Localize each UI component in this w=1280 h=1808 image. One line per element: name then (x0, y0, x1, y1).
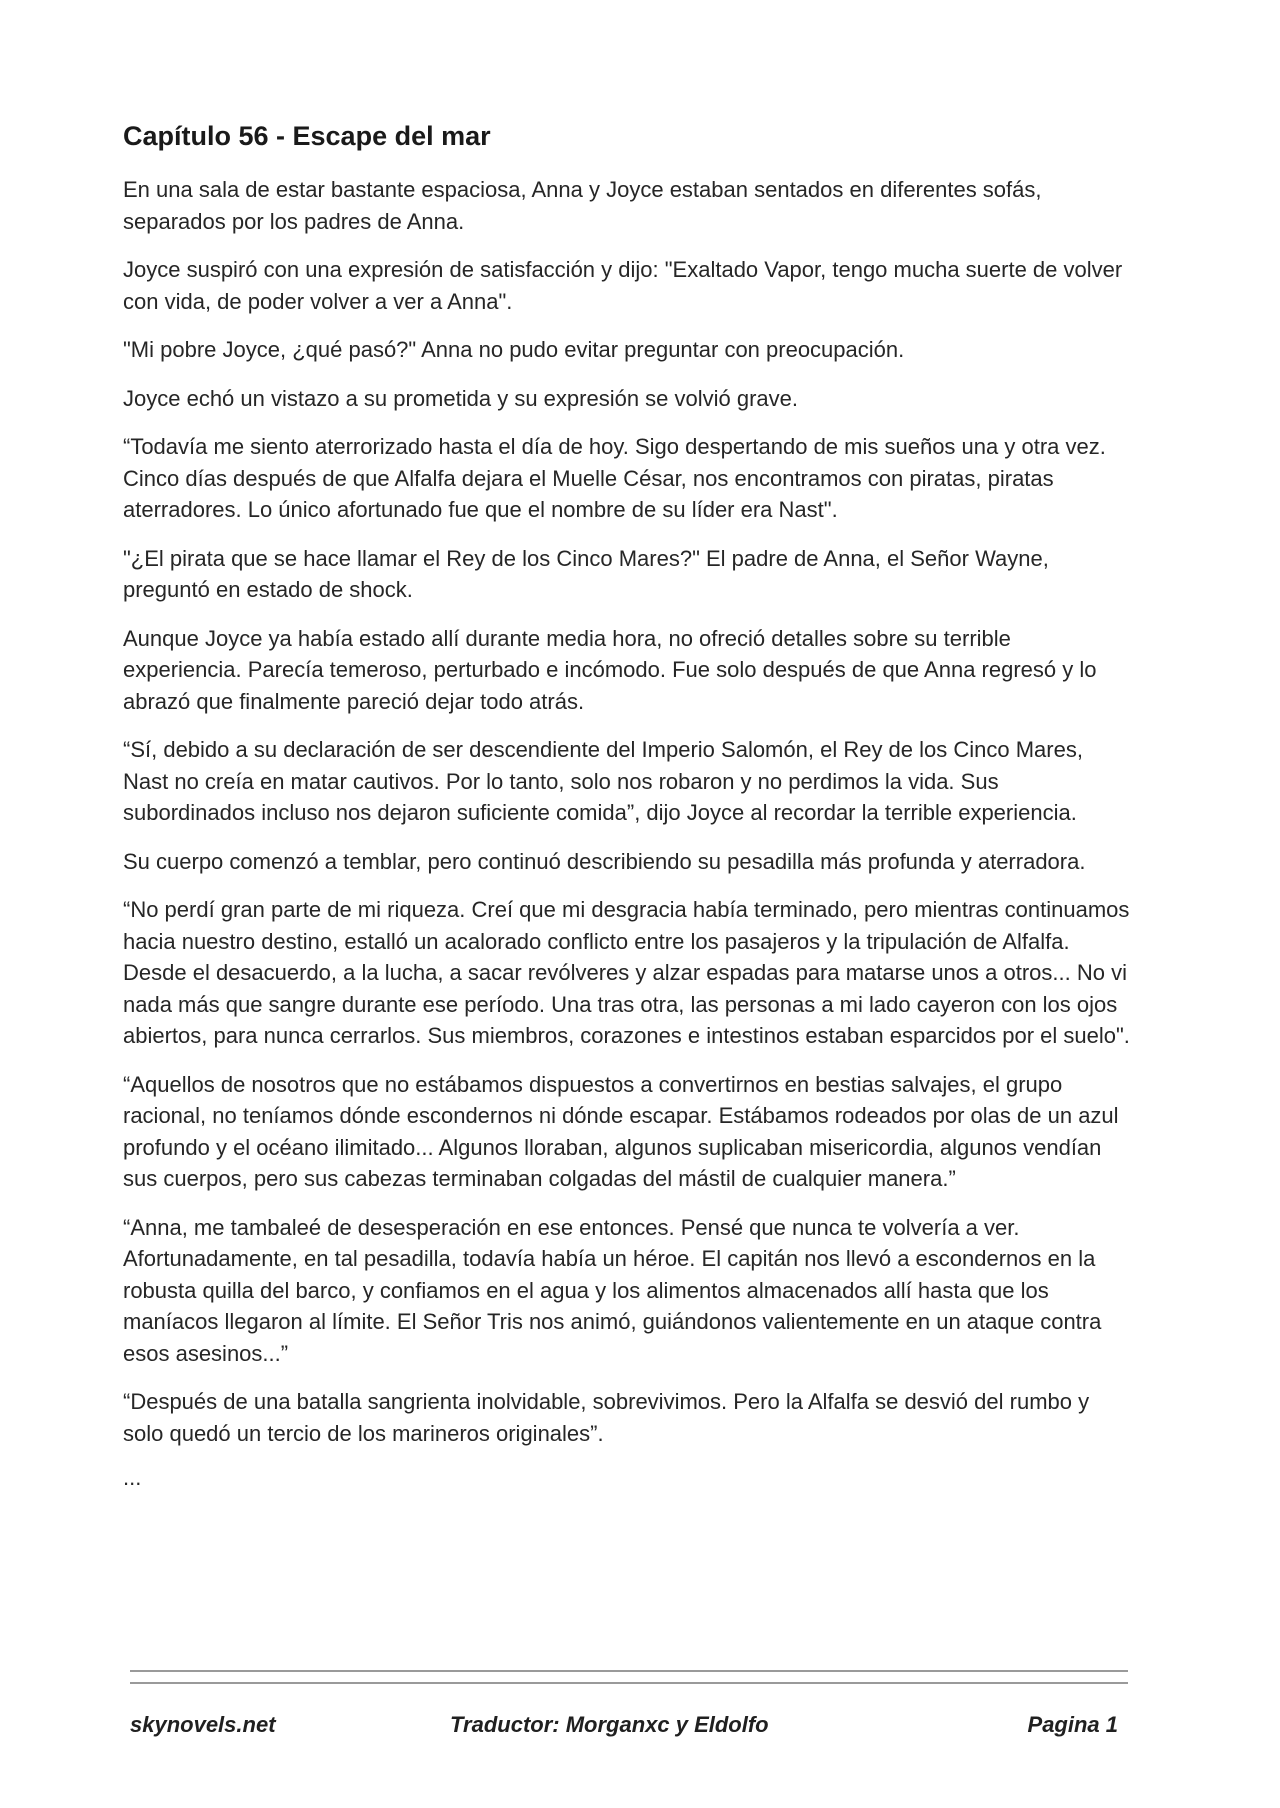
paragraph: “Sí, debido a su declaración de ser descendiente del Imperio Salomón, el Rey de los Cinco Mares, Nast no creía en matar cautivos. Por lo tanto, solo nos robaron y no perdimos la vida. Sus subordinados incluso nos dejaron suficiente comida”, dijo Joyce al recordar la terrible experiencia. (123, 737, 1083, 825)
footer-divider-top (130, 1670, 1128, 1672)
page-footer (130, 1712, 1128, 1746)
paragraph: Su cuerpo comenzó a temblar, pero continuó describiendo su pesadilla más profunda y aterradora. (123, 848, 1086, 874)
section-ellipsis: ... (123, 1465, 142, 1490)
paragraph: "¿El pirata que se hace llamar el Rey de los Cinco Mares?" El padre de Anna, el Señor Wayne, preguntó en estado de shock. (123, 545, 1049, 602)
paragraph: "Mi pobre Joyce, ¿qué pasó?" Anna no pudo evitar preguntar con preocupación. (123, 337, 905, 362)
paragraph: “No perdí gran parte de mi riqueza. Creí que mi desgracia había terminado, pero mientras continuamos hacia nuestro destino, estalló un acalorado conflicto entre los pasajeros y la tripulación de Alfalfa. Desde el desacuerdo, a la lucha, a sacar revólveres y alzar espadas para matarse unos a otros... No vi nada más que sangre durante ese período. Una tras otra, las personas a mi lado cayeron con los ojos abiertos, para nunca cerrarlos. Sus miembros, corazones e intestinos estaban esparcidos por el suelo". (123, 897, 1130, 1048)
footer-site: skynovels.net (130, 1712, 276, 1737)
paragraph: “Aquellos de nosotros que no estábamos dispuestos a convertirnos en bestias salvajes, el grupo racional, no teníamos dónde escondernos ni dónde escapar. Estábamos rodeados por olas de un azul profundo y el océano ilimitado... Algunos lloraban, algunos suplicaban misericordia, algunos vendían sus cuerpos, pero sus cabezas terminaban colgadas del mástil de cualquier manera.” (123, 1071, 1119, 1191)
footer-translator: Traductor: Morganxc y Eldolfo (450, 1712, 769, 1737)
footer-page-number: Pagina 1 (1027, 1712, 1118, 1737)
paragraph: En una sala de estar bastante espaciosa, Anna y Joyce estaban sentados en diferentes sofás, separados por los padres de Anna. (123, 177, 1042, 234)
paragraph: Aunque Joyce ya había estado allí durante media hora, no ofreció detalles sobre su terrible experiencia. Parecía temeroso, perturbado e incómodo. Fue solo después de que Anna regresó y lo abrazó que finalmente pareció dejar todo atrás. (123, 625, 1097, 714)
chapter-title: Capítulo 56 - Escape del mar (123, 121, 491, 151)
paragraph: Joyce suspiró con una expresión de satisfacción y dijo: "Exaltado Vapor, tengo mucha suerte de volver con vida, de poder volver a ver a Anna". (123, 257, 1123, 314)
paragraph: “Todavía me siento aterrorizado hasta el día de hoy. Sigo despertando de mis sueños una y otra vez. Cinco días después de que Alfalfa dejara el Muelle César, nos encontramos con piratas, piratas aterradores. Lo único afortunado fue que el nombre de su líder era Nast". (123, 434, 1106, 522)
paragraph: “Después de una batalla sangrienta inolvidable, sobrevivimos. Pero la Alfalfa se desvió del rumbo y solo quedó un tercio de los marineros originales”. (123, 1389, 1090, 1446)
paragraph: “Anna, me tambaleé de desesperación en ese entonces. Pensé que nunca te volvería a ver. Afortunadamente, en tal pesadilla, todavía había un héroe. El capitán nos llevó a escondernos en la robusta quilla del barco, y confiamos en el agua y los alimentos almacenados allí hasta que los maníacos llegaron al límite. El Señor Tris nos animó, guiándonos valientemente en un ataque contra esos asesinos...” (123, 1214, 1102, 1366)
footer-divider-bottom (130, 1682, 1128, 1684)
paragraph: Joyce echó un vistazo a su prometida y su expresión se volvió grave. (123, 385, 799, 411)
document-body (123, 118, 1133, 1490)
